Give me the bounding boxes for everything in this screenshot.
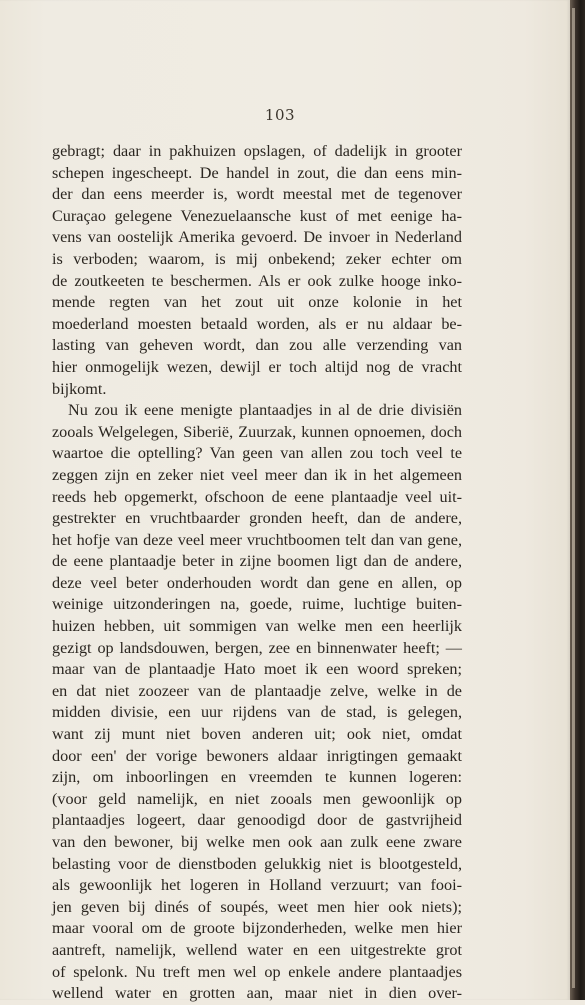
text-line: mende regten van het zout uit onze kolonie in het <box>52 293 462 312</box>
text-line: aantreft, namelijk, wellend water en een uitgestrekte grot <box>52 940 462 959</box>
text-line: de zoutkeeten te beschermen. Als er ook zulke hooge inko- <box>52 271 462 290</box>
page-number: 103 <box>264 106 296 124</box>
text-line: schepen ingescheept. De handel in zout, die dan eens min- <box>52 163 462 182</box>
text-line: belasting voor de dienstboden gelukkig niet is blootgesteld, <box>52 854 462 873</box>
text-line: hier onmogelijk wezen, dewijl er toch altijd nog de vracht <box>52 357 462 376</box>
body-text <box>52 141 462 1005</box>
text-line: deze veel beter onderhouden wordt dan gene en allen, op <box>52 573 462 592</box>
text-line: huizen hebben, uit sommigen van welke men een heerlijk <box>52 617 462 636</box>
text-line: gezigt op landsdouwen, bergen, zee en binnenwater heeft; — <box>52 638 462 657</box>
text-line: waartoe die optelling? Van geen van allen zou toch veel te <box>52 444 462 463</box>
text-line: zeggen zijn en zeker niet veel meer dan ik in het algemeen <box>52 465 462 484</box>
text-line: der dan eens meerder is, wordt meestal met de tegenover <box>52 185 462 204</box>
text-line: gestrekter en vruchtbaarder gronden heeft, dan de andere, <box>52 509 462 528</box>
text-line: (voor geld namelijk, en niet zooals men gewoonlijk op <box>52 789 462 808</box>
text-line: het hofje van deze veel meer vruchtboomen telt dan van gene, <box>52 530 462 549</box>
text-line: en dat niet zoozeer van de plantaadje zelve, welke in de <box>52 681 462 700</box>
text-line: Nu zou ik eene menigte plantaadjes in al de drie divisiën <box>68 401 462 420</box>
text-line: van den bewoner, bij welke men ook aan zulk eene zware <box>52 833 462 851</box>
text-line: of spelonk. Nu treft men wel op enkele andere plantaadjes <box>52 962 462 981</box>
text-line: door een' der vorige bewoners aldaar inrigtingen gemaakt <box>52 746 462 765</box>
text-line: Curaçao gelegene Venezuelaansche kust of met eenige ha- <box>52 206 462 225</box>
text-line: maar vooral om de groote bijzonderheden, welke men hier <box>52 919 462 938</box>
text-line: jen geven bij dinés of soupés, weet men hier ook niets); <box>52 897 462 916</box>
text-line: is verboden; waarom, is mij onbekend; zeker echter om <box>52 249 462 268</box>
text-line: zijn, om inboorlingen en vreemden te kunnen logeren: <box>52 768 462 787</box>
text-line: gebragt; daar in pakhuizen opslagen, of dadelijk in grooter <box>52 142 462 160</box>
text-line: midden divisie, een uur rijdens van de stad, is gelegen, <box>52 703 462 722</box>
text-line: maar van de plantaadje Hato moet ik een woord spreken; <box>52 660 462 679</box>
text-line: bijkomt. <box>52 379 107 398</box>
page-edge-highlight <box>572 8 575 988</box>
text-line: als gewoonlijk het logeren in Holland verzuurt; van fooi- <box>52 876 462 895</box>
text-line: weinige uitzonderingen na, goede, ruime, luchtige buiten- <box>52 595 462 614</box>
text-line: de eene plantaadje beter in zijne boomen ligt dan de andere, <box>52 552 462 571</box>
text-line: vens van oostelijk Amerika gevoerd. De invoer in Nederland <box>52 228 462 247</box>
text-line: lasting van geheven wordt, dan zou alle verzending van <box>52 336 462 355</box>
text-line: reeds heb opgemerkt, ofschoon de eene plantaadje veel uit- <box>52 487 462 506</box>
text-line: wellend water en grotten aan, maar niet in dien over- <box>52 984 462 1003</box>
text-line: plantaadjes logeert, daar genoodigd door de gastvrijheid <box>52 811 462 830</box>
text-line: zooals Welgelegen, Siberië, Zuurzak, kunnen opnoemen, doch <box>52 422 462 441</box>
text-line: want zij munt niet boven anderen uit; ook niet, omdat <box>52 725 462 744</box>
text-line: moederland moesten betaald worden, als er nu aldaar be- <box>52 314 462 333</box>
